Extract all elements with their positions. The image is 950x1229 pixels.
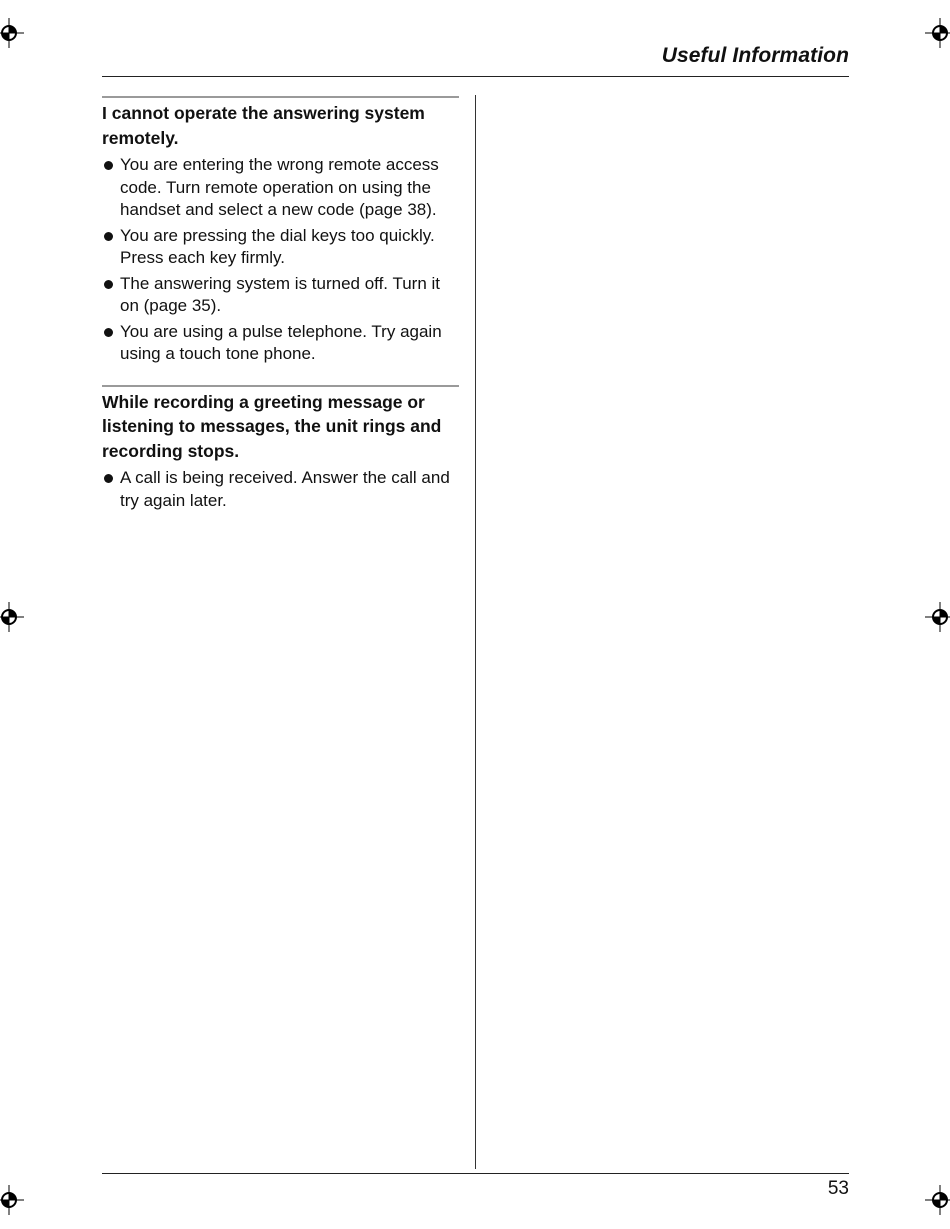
bullet-item: A call is being received. Answer the call and try again later. [102,467,459,512]
bullet-item: You are pressing the dial keys too quickly. Press each key firmly. [102,225,459,270]
left-column [102,96,459,515]
bullet-list [102,154,459,366]
registration-mark-bottom-right-icon [925,1185,950,1215]
troubleshooting-section [102,96,459,366]
section-title: I cannot operate the answering system remotely. [102,103,425,148]
page-number: 53 [827,1178,849,1199]
footer-divider [102,1173,849,1174]
page-header-title: Useful Information [661,44,849,67]
column-divider [475,95,476,1169]
section-title: While recording a greeting message or listening to messages, the unit rings and recording stops. [102,391,442,461]
registration-mark-middle-right-icon [925,602,950,632]
troubleshooting-section [102,385,459,513]
header-divider [102,76,849,77]
registration-mark-bottom-left-icon [0,1185,24,1215]
bullet-list [102,467,459,512]
registration-mark-middle-left-icon [0,602,24,632]
registration-mark-top-left-icon [0,18,24,48]
bullet-item: The answering system is turned off. Turn it on (page 35). [102,273,459,318]
registration-mark-top-right-icon [925,18,950,48]
bullet-item: You are entering the wrong remote access code. Turn remote operation on using the handset and select a new code (page 38). [102,154,459,222]
bullet-item: You are using a pulse telephone. Try again using a touch tone phone. [102,321,459,366]
